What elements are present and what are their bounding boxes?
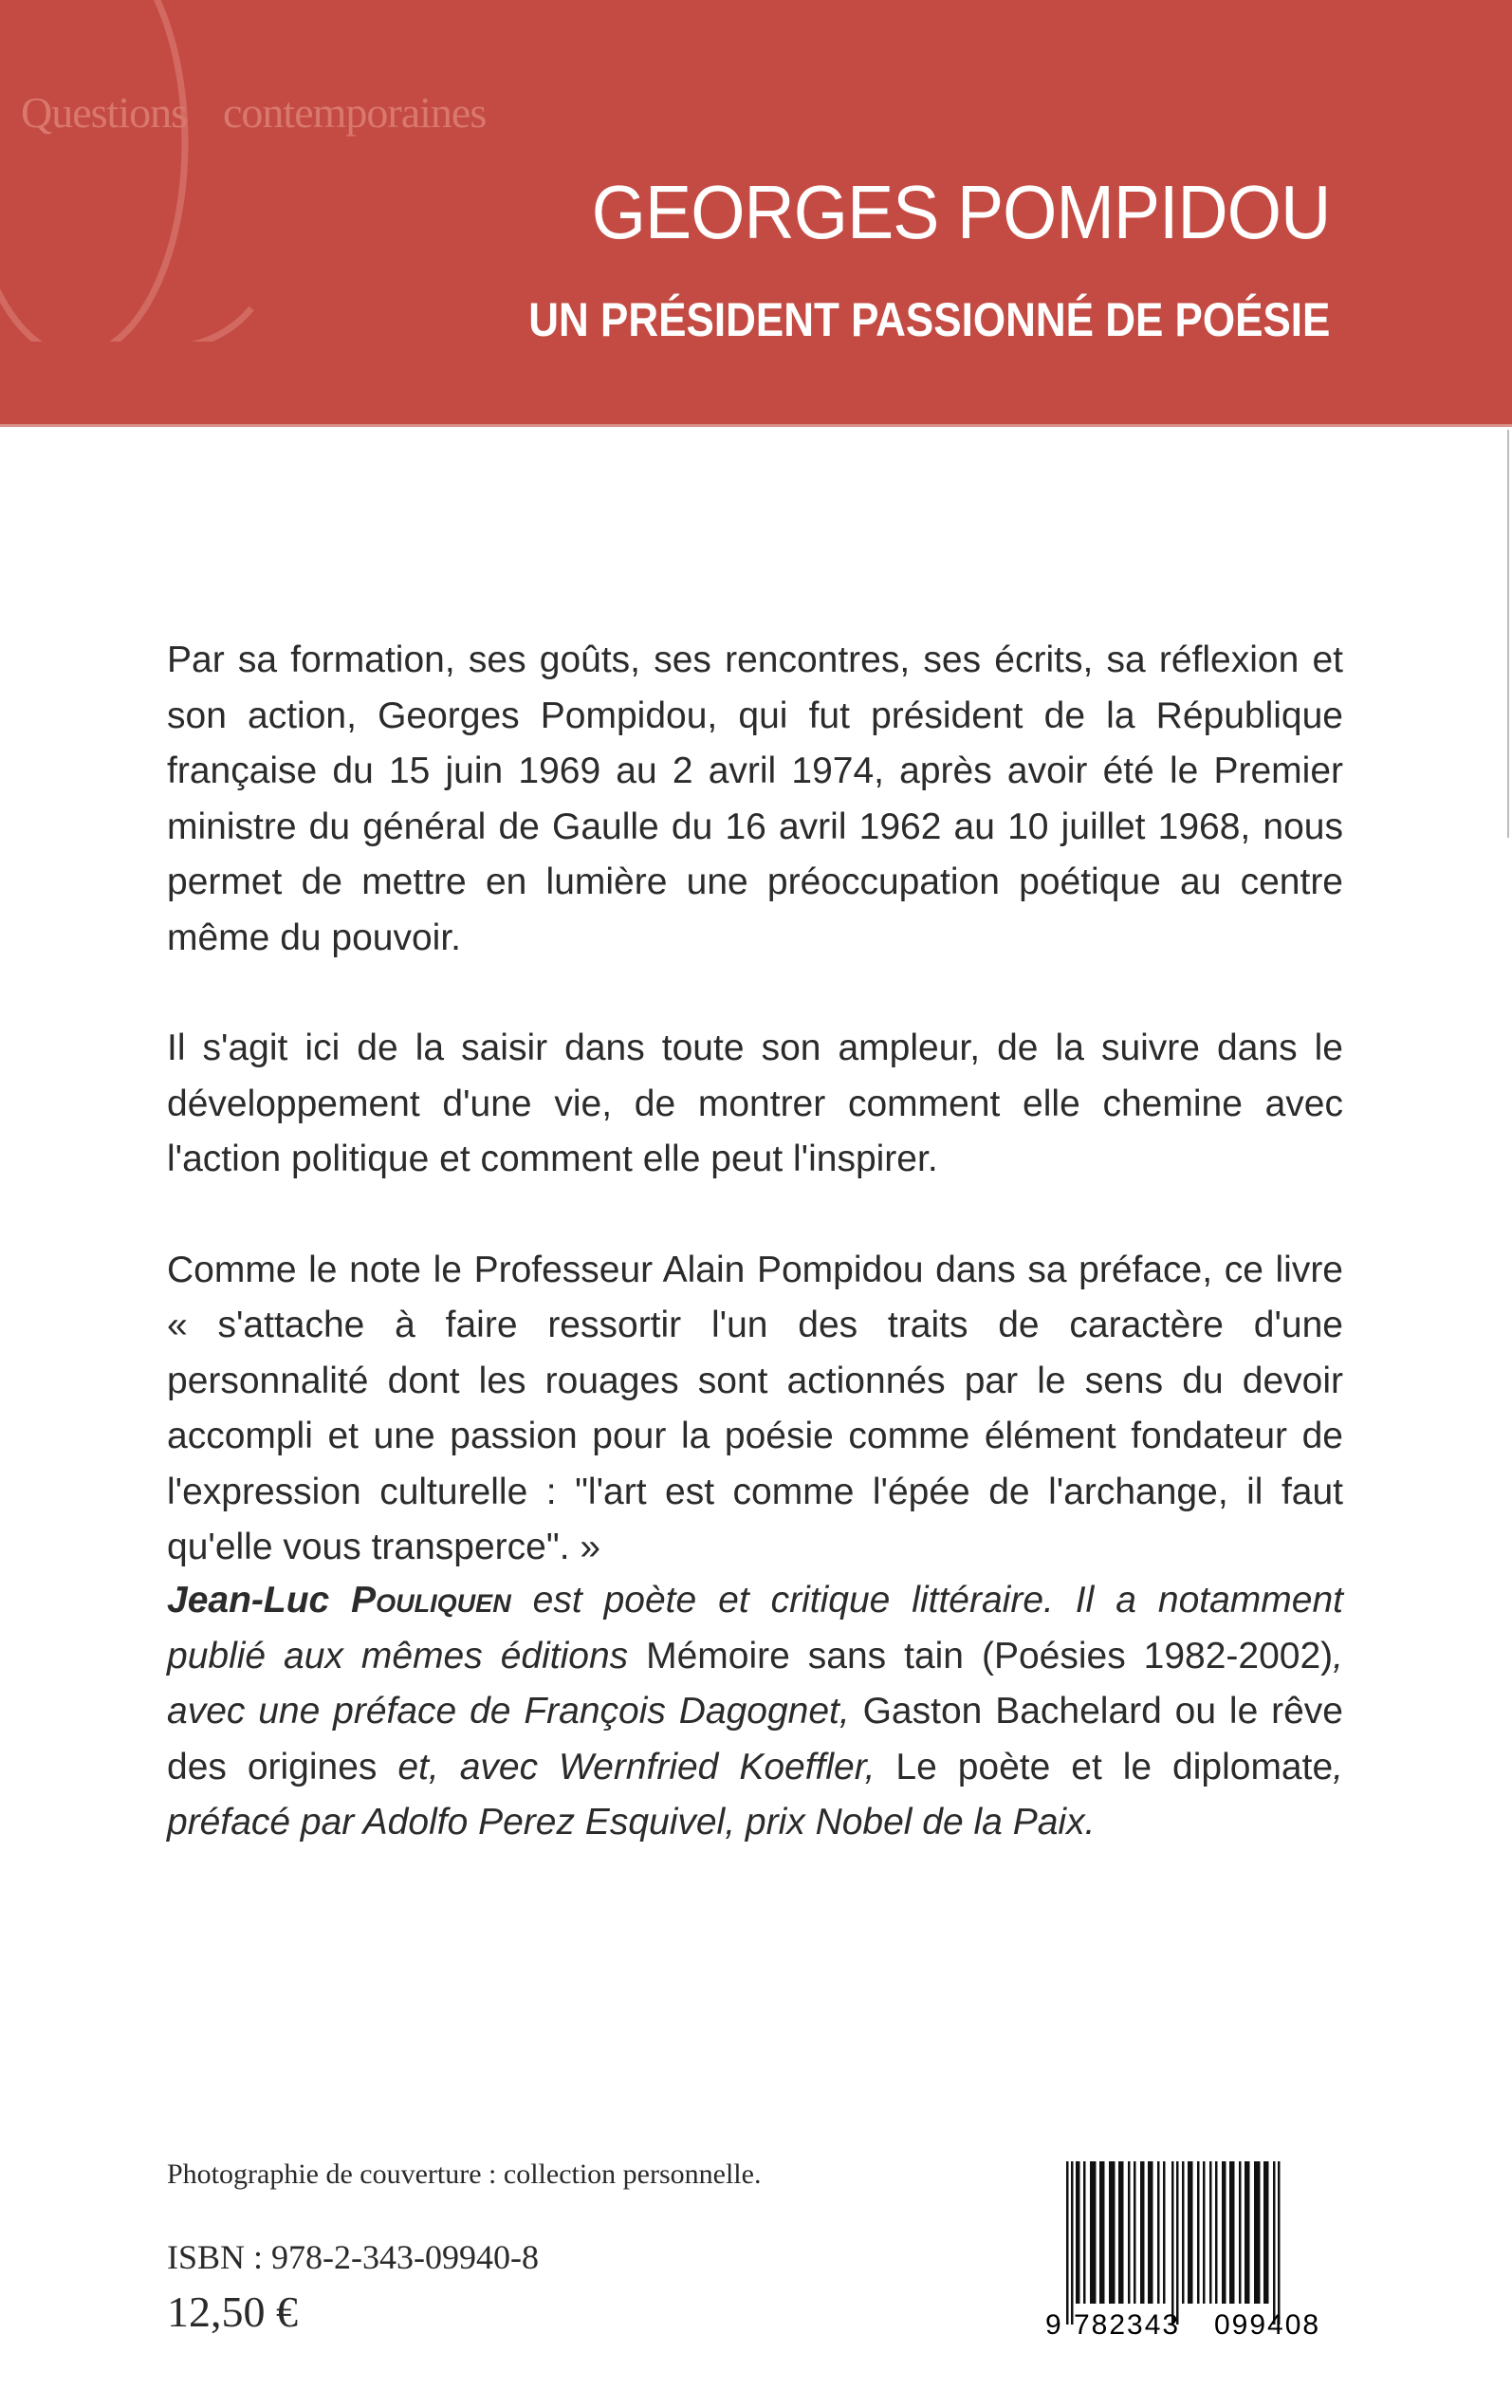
barcode-bar bbox=[1140, 2161, 1145, 2304]
barcode-bar bbox=[1203, 2161, 1206, 2304]
book-title-1: Mémoire sans tain (Poésies 1982-2002) bbox=[646, 1635, 1334, 1676]
barcode-bar bbox=[1090, 2161, 1097, 2304]
barcode-bar bbox=[1273, 2161, 1276, 2325]
barcode-left-digits: 782343 bbox=[1074, 2309, 1181, 2337]
barcode-bar bbox=[1066, 2161, 1069, 2325]
q-logo-icon bbox=[0, 0, 275, 342]
barcode-bar bbox=[1071, 2161, 1074, 2325]
bio-text: et, avec Wernfried Koeffler, bbox=[377, 1746, 896, 1787]
book-title: GEORGES POMPIDOU bbox=[591, 170, 1330, 254]
barcode-bar bbox=[1188, 2161, 1193, 2304]
series-name bbox=[21, 87, 522, 138]
barcode-bar bbox=[1083, 2161, 1086, 2304]
barcode-bar bbox=[1176, 2161, 1179, 2325]
barcode-bar bbox=[1134, 2161, 1136, 2304]
barcode-bar bbox=[1209, 2161, 1212, 2304]
barcode-bar bbox=[1076, 2161, 1080, 2304]
series-word-1: Questions bbox=[21, 88, 187, 137]
barcode-bar bbox=[1245, 2161, 1250, 2304]
barcode-bar bbox=[1128, 2161, 1131, 2304]
barcode-right-digits: 099408 bbox=[1214, 2309, 1321, 2337]
book-title-2: Gaston Bachelard ou le rêve des origines bbox=[167, 1691, 1343, 1787]
bio-text: est poète et critique littéraire. Il a notamment publié aux mêmes éditions bbox=[167, 1580, 1343, 1676]
barcode-bar bbox=[1222, 2161, 1226, 2304]
blurb-paragraph: Il s'agit ici de la saisir dans toute son ampleur, de la suivre dans le développement d'une vie, de montrer comment elle chemine avec l'action politique et comment elle peut l'inspirer. bbox=[167, 1028, 1343, 1179]
photo-credit: Photographie de couverture : collection personnelle. bbox=[167, 2158, 762, 2190]
barcode-first-digit: 9 bbox=[1045, 2309, 1061, 2337]
barcode-bar bbox=[1171, 2161, 1174, 2325]
barcode-bar bbox=[1197, 2161, 1200, 2304]
author-last-name: Pouliquen bbox=[351, 1580, 511, 1621]
cover-header-band bbox=[0, 0, 1512, 427]
blurb-paragraph: Comme le note le Professeur Alain Pompidou dans sa préface, ce livre « s'attache à faire ressortir l'un des traits de caractère d'une personnalité dont les rouages sont actionnés par le sens du devoir accompli et une passion pour la poésie comme élément fondateur de l'expression culturelle : "l'art est comme l'épée de l'archange, il faut qu'elle vous transperce". » bbox=[167, 1249, 1343, 1567]
bio-text: , avec une préface de François Dagognet, bbox=[167, 1635, 1343, 1732]
barcode-bar bbox=[1215, 2161, 1218, 2304]
barcode-bar bbox=[1182, 2161, 1185, 2304]
barcode-bar bbox=[1163, 2161, 1166, 2304]
barcode-bar bbox=[1254, 2161, 1261, 2304]
blurb bbox=[167, 633, 1343, 1631]
series-word-2: contemporaines bbox=[223, 88, 487, 137]
edge-line bbox=[1507, 430, 1509, 838]
barcode-bar bbox=[1239, 2161, 1242, 2304]
barcode-bar bbox=[1118, 2161, 1124, 2304]
bio-text: , préfacé par Adolfo Perez Esquivel, prix Nobel de la Paix. bbox=[167, 1746, 1343, 1843]
book-subtitle: UN PRÉSIDENT PASSIONNÉ DE POÉSIE bbox=[527, 293, 1330, 346]
author-first-name: Jean-Luc bbox=[167, 1580, 330, 1621]
barcode-bar bbox=[1278, 2161, 1281, 2325]
barcode-bar bbox=[1148, 2161, 1153, 2304]
barcode-bar bbox=[1229, 2161, 1235, 2304]
book-title-3: Le poète et le diplomate bbox=[895, 1746, 1334, 1787]
author-bio bbox=[167, 1573, 1343, 1851]
barcode-bar bbox=[1263, 2161, 1269, 2304]
barcode-bar bbox=[1157, 2161, 1160, 2304]
price: 12,50 € bbox=[167, 2288, 298, 2336]
barcode-bar bbox=[1109, 2161, 1116, 2304]
isbn: ISBN : 978-2-343-09940-8 bbox=[167, 2238, 539, 2276]
barcode-bar bbox=[1099, 2161, 1105, 2304]
blurb-paragraph: Par sa formation, ses goûts, ses rencontres, ses écrits, sa réflexion et son action, Georges Pompidou, qui fut président de la République française du 15 juin 1969 au 2 avril 1974, après avoir été le Premier ministre du général de Gaulle du 16 avril 1962 au 10 juillet 1968, nous permet de mettre en lumière une préoccupation poétique au centre même du pouvoir. bbox=[167, 639, 1343, 958]
barcode bbox=[1043, 2161, 1352, 2337]
